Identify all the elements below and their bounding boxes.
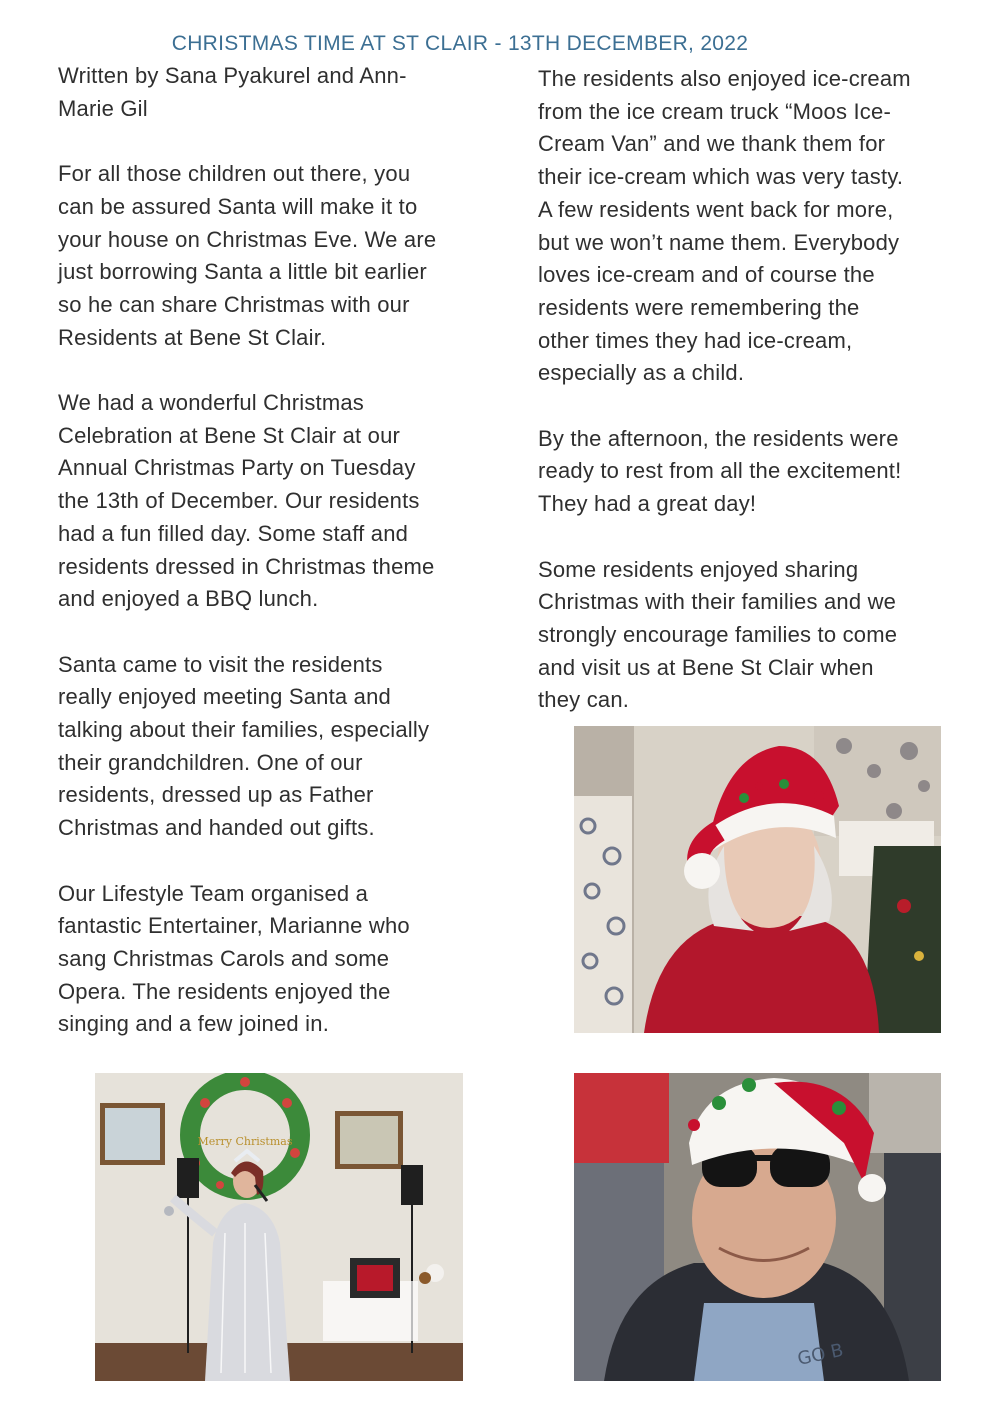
left-text-column <box>58 60 506 1074</box>
page-title: CHRISTMAS TIME AT ST CLAIR - 13TH DECEMBER, 2022 <box>171 32 749 55</box>
ice-cream-paragraph: The residents also enjoyed ice-cream from the ice cream truck “Moos Ice- Cream Van” and we thank them for their ice-cream which was very tasty. A few residents went back for more, but we won’t name them. Everybody loves ice-cream and of course the residents were remembering the other times they had ice-cream, especially as a child. <box>538 66 911 386</box>
families-paragraph: Some residents enjoyed sharing Christmas with their families and we strongly encourage families to come and visit us at Bene St Clair when they can. <box>538 556 898 713</box>
right-text-column <box>538 63 978 750</box>
photo-resident-sunglasses <box>574 1073 941 1381</box>
santa-paragraph: Santa came to visit the residents really enjoyed meeting Santa and talking about their families, especially their grandchildren. One of our residents, dressed up as Father Christmas and handed out gifts. <box>58 651 430 841</box>
afternoon-paragraph: By the afternoon, the residents were ready to rest from all the excitement! They had a great day! <box>538 425 902 517</box>
byline-paragraph: Written by Sana Pyakurel and Ann- Marie Gil <box>58 63 407 121</box>
photo-resident-santa-hat <box>574 726 941 1033</box>
entertainer-paragraph: Our Lifestyle Team organised a fantastic Entertainer, Marianne who sang Christmas Carols and some Opera. The residents enjoyed the singing and a few joined in. <box>58 880 410 1037</box>
intro-paragraph: For all those children out there, you can be assured Santa will make it to your house on Christmas Eve. We are just borrowing Santa a little bit earlier so he can share Christmas with our Residents at Bene St Clair. <box>58 161 437 350</box>
wreath-text: Merry Christmas <box>197 1135 293 1148</box>
celebration-paragraph: We had a wonderful Christmas Celebration at Bene St Clair at our Annual Christmas Party on Tuesday the 13th of December. Our residents had a fun filled day. Some staff and residents dressed in Christmas theme and enjoyed a BBQ lunch. <box>58 390 435 612</box>
shirt-text: GO B <box>795 1339 846 1370</box>
photo-entertainer-singing <box>95 1073 463 1381</box>
